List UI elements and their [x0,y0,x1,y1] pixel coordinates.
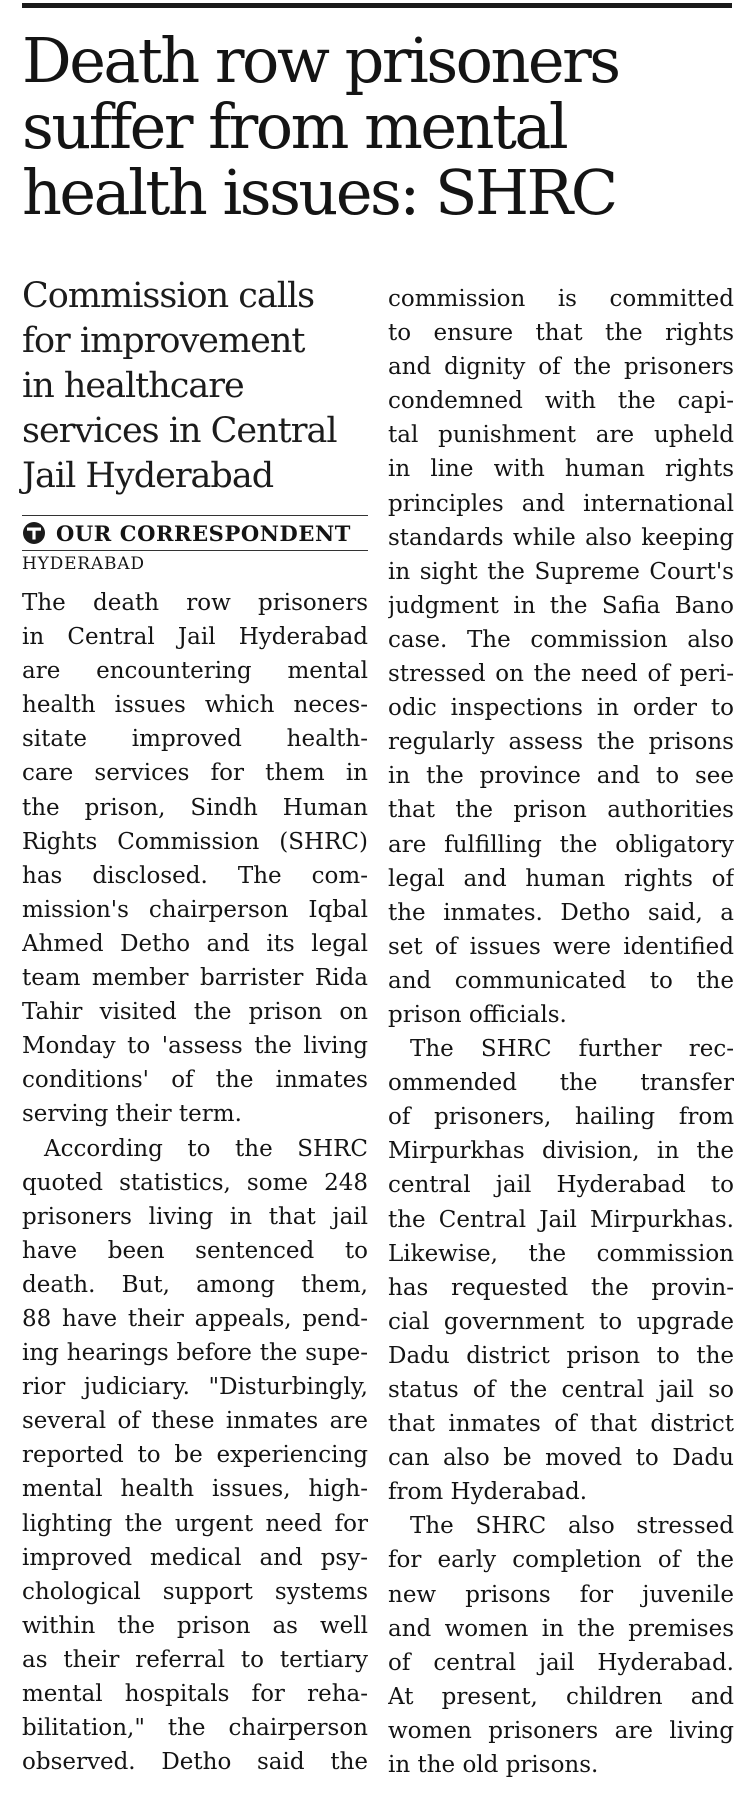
article-line: in Central Jail Hyderabad [22,624,368,651]
article-line: in sight the Supreme Court's [388,558,734,585]
article-line: conditions' of the inmates [22,1067,368,1094]
article-line: new prisons for juvenile [388,1581,734,1608]
article-column-right [388,282,734,1782]
article-line: and dignity of the prisoners [388,354,734,381]
article-line: in line with human rights [388,456,734,483]
article-line: within the prison as well [22,1612,368,1639]
article-line: bilitation," the chairperson [22,1715,368,1742]
article-line: principles and international [388,490,734,517]
article-line: commission is committed [388,286,734,312]
article-line: Ahmed Detho and its legal [22,930,368,957]
subheadline-line: in healthcare [22,366,244,406]
article-line: care services for them in [22,760,368,787]
headline-line: Death row prisoners [22,24,619,97]
article-line: standards while also keeping [388,524,734,551]
article-line: Monday to 'assess the living [22,1033,368,1060]
dateline: HYDERABAD [22,554,145,574]
article-line: and communicated to the [388,967,734,994]
article-line: sitate improved health- [22,726,368,753]
subheadline-line: Commission calls [22,276,315,316]
article-line: in the province and to see [388,763,734,790]
article-line: from Hyderabad. [388,1479,588,1506]
byline [22,518,368,548]
article-line: several of these inmates are [22,1408,368,1435]
article-line: Likewise, the commission [388,1240,734,1267]
article-line: Rights Commission (SHRC) [22,828,368,855]
article-line: lighting the urgent need for [22,1510,368,1537]
byline-text: OUR CORRESPONDENT [56,520,351,546]
article-line: legal and human rights of [388,865,734,892]
article-line: team member barrister Rida [22,965,368,992]
article-line: status of the central jail so [388,1377,734,1403]
article-line: death. But, among them, [22,1271,368,1298]
article-line: Dadu district prison to the [388,1342,734,1369]
article-line: have been sentenced to [22,1237,368,1264]
article-line: The death row prisoners [22,590,368,616]
article-line: regularly assess the prisons [388,729,734,756]
article-line: of prisoners, hailing from [388,1104,734,1131]
article-line: odic inspections in order to [388,695,734,722]
article-line: the Central Jail Mirpurkhas. [388,1206,734,1233]
byline-bottom-rule [22,550,368,551]
subheadline-line: services in Central [22,411,337,451]
headline [22,24,737,229]
article-line: improved medical and psy- [22,1544,368,1571]
article-line: has disclosed. The com- [22,862,368,889]
article-line: can also be moved to Dadu [388,1445,734,1472]
article-line: are encountering mental [22,658,368,685]
article-line: The SHRC also stressed [410,1513,734,1540]
article-line: According to the SHRC [44,1135,368,1162]
article-line: stressed on the need of peri- [388,661,734,688]
article-line: reported to be experiencing [22,1442,368,1469]
article-line: 88 have their appeals, pend- [22,1305,368,1332]
article-line: At present, children and [388,1683,734,1710]
article-line: prison officials. [388,1001,567,1028]
article-line: the prison, Sindh Human [22,794,368,821]
article-line: in the old prisons. [388,1752,599,1779]
article-line: has requested the provin- [388,1274,734,1301]
article-line: ing hearings before the supe- [22,1340,368,1367]
article-line: health issues which neces- [22,692,368,719]
article-line: the inmates. Detho said, a [388,899,734,926]
article-line: condemned with the capi- [388,388,734,415]
subheadline-line: Jail Hyderabad [22,456,274,496]
article-line: mission's chairperson Iqbal [22,896,368,923]
top-rule [22,3,732,8]
article-line: ommended the transfer [388,1070,734,1097]
byline-top-rule [22,515,368,516]
article-line: that the prison authorities [388,797,734,824]
article-line: as their referral to tertiary [22,1646,368,1673]
article-line: women prisoners are living [388,1717,734,1744]
article-line: chological support systems [22,1578,368,1605]
article-line: set of issues were identified [388,933,734,960]
article-line: of central jail Hyderabad. [388,1649,734,1676]
headline-line: health issues: SHRC [22,156,616,229]
article-line: rior judiciary. "Disturbingly, [22,1374,368,1401]
subheadline [22,274,368,499]
article-line: central jail Hyderabad to [388,1172,734,1199]
article-line: are fulfilling the obligatory [388,831,734,858]
article-line: mental hospitals for reha- [22,1681,368,1707]
article-line: tal punishment are upheld [388,422,734,449]
article-line: case. The commission also [388,626,734,653]
headline-line: suffer from mental [22,90,567,163]
article-line: for early completion of the [388,1547,734,1574]
article-line: Mirpurkhas division, in the [388,1138,734,1165]
article-line: prisoners living in that jail [22,1203,368,1230]
article-line: to ensure that the rights [388,320,734,347]
publication-logo-icon [22,521,46,545]
article-line: Tahir visited the prison on [22,999,368,1026]
article-line: that inmates of that district [388,1411,734,1438]
subheadline-line: for improvement [22,321,305,361]
article-line: The SHRC further rec- [410,1036,734,1063]
article-line: serving their term. [22,1101,242,1128]
article-line: and women in the premises [388,1615,734,1642]
article-line: observed. Detho said the [22,1749,368,1776]
article-line: mental health issues, high- [22,1476,368,1503]
article-line: judgment in the Safia Bano [388,592,734,619]
article-column-left [22,586,368,1779]
article-line: quoted statistics, some 248 [22,1169,368,1196]
article-line: cial government to upgrade [388,1308,734,1335]
